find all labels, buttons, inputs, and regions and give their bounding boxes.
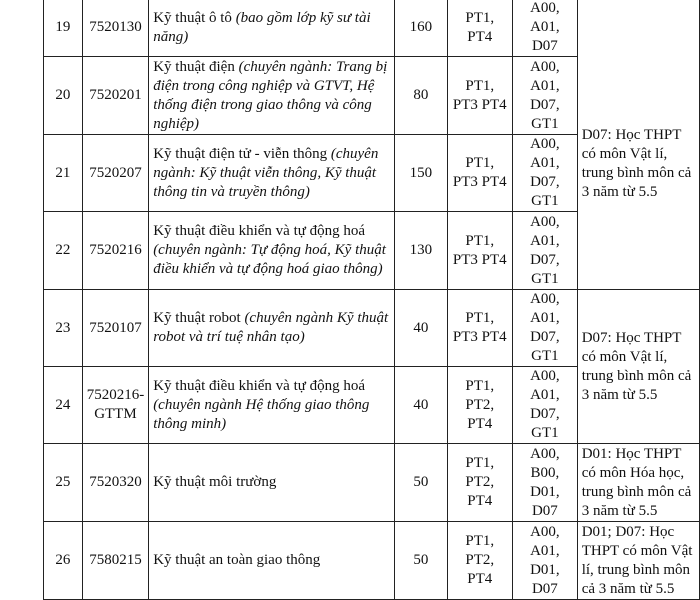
combo-cell: A00, A01, D07, GT1 [513, 212, 578, 290]
major-name-cell [149, 444, 395, 522]
quota-cell: 80 [395, 57, 447, 135]
stt-cell: 25 [44, 444, 83, 522]
major-name: Kỹ thuật robot [153, 310, 241, 326]
note-cell: D01; D07: Học THPT có môn Vật lí, trung bình môn cả 3 năm từ 5.5 [577, 522, 699, 600]
major-name: Kỹ thuật an toàn giao thông [153, 552, 321, 568]
combo-cell: A00, A01, D07, GT1 [513, 367, 578, 444]
admission-table [43, 0, 700, 600]
table-row [44, 522, 700, 600]
stt-cell: 26 [44, 522, 83, 600]
method-cell: PT1, PT2, PT4 [447, 444, 513, 522]
major-name-cell [149, 212, 395, 290]
major-note: (chuyên ngành Hệ thống giao thông thông minh) [153, 396, 370, 432]
combo-cell: A00, A01, D07, GT1 [513, 290, 578, 367]
code-cell: 7520216 [82, 212, 149, 290]
major-name-cell [149, 290, 395, 367]
note-cell: D07: Học THPT có môn Vật lí, trung bình môn cả 3 năm từ 5.5 [577, 290, 699, 444]
major-note: (chuyên ngành Kỹ thuật robot và trí tuệ nhân tạo) [153, 310, 389, 345]
major-name: Kỹ thuật ô tô [153, 9, 232, 26]
stt-cell: 22 [44, 212, 83, 290]
quota-cell: 50 [395, 522, 447, 600]
method-cell: PT1, PT2, PT4 [447, 522, 513, 600]
table-row [44, 0, 700, 57]
method-cell: PT1, PT3 PT4 [447, 212, 513, 290]
method-cell: PT1, PT3 PT4 [447, 290, 513, 367]
major-note: (chuyên ngành: Kỹ thuật viễn thông, Kỹ thuật thông tin và truyền thông) [153, 145, 379, 200]
code-cell: 7520201 [82, 57, 149, 135]
code-cell: 7520207 [82, 135, 149, 212]
major-name-cell [149, 135, 395, 212]
major-name: Kỹ thuật môi trường [153, 474, 277, 490]
quota-cell: 150 [395, 135, 447, 212]
code-cell: 7520130 [82, 0, 149, 57]
quota-cell: 50 [395, 444, 447, 522]
combo-cell: A00, A01, D07, GT1 [513, 135, 578, 212]
combo-cell: A00, A01, D07, GT1 [513, 57, 578, 135]
note-cell: D01: Học THPT có môn Hóa học, trung bình môn cả 3 năm từ 5.5 [577, 444, 699, 522]
stt-cell: 23 [44, 290, 83, 367]
note-cell: D07: Học THPT có môn Vật lí, trung bình môn cả 3 năm từ 5.5 [577, 0, 699, 290]
stt-cell: 20 [44, 57, 83, 135]
major-name: Kỹ thuật điện tử - viễn thông [153, 145, 328, 162]
major-note: (bao gồm lớp kỹ sư tài năng) [153, 9, 371, 45]
quota-cell: 40 [395, 367, 447, 444]
quota-cell: 160 [395, 0, 447, 57]
major-name-cell [149, 0, 395, 57]
quota-cell: 130 [395, 212, 447, 290]
major-name: Kỹ thuật điều khiển và tự động hoá [153, 377, 366, 394]
combo-cell: A00, B00, D01, D07 [513, 444, 578, 522]
major-name: Kỹ thuật điện [153, 58, 235, 75]
table-row [44, 444, 700, 522]
code-cell: 7520216-GTTM [82, 367, 149, 444]
code-cell: 7520107 [82, 290, 149, 367]
method-cell: PT1, PT3 PT4 [447, 135, 513, 212]
method-cell: PT1, PT3 PT4 [447, 57, 513, 135]
stt-cell: 24 [44, 367, 83, 444]
major-name-cell [149, 522, 395, 600]
code-cell: 7520320 [82, 444, 149, 522]
stt-cell: 19 [44, 0, 83, 57]
table-row [44, 290, 700, 367]
code-cell: 7580215 [82, 522, 149, 600]
major-name: Kỹ thuật điều khiển và tự động hoá [153, 223, 366, 239]
major-name-cell [149, 367, 395, 444]
major-note: (chuyên ngành: Trang bị điện trong công nghiệp và GTVT, Hệ thống điện trong giao thông và công nghiệp) [153, 58, 388, 132]
quota-cell: 40 [395, 290, 447, 367]
combo-cell: A00, A01, D07 [513, 0, 578, 57]
stt-cell: 21 [44, 135, 83, 212]
combo-cell: A00, A01, D01, D07 [513, 522, 578, 600]
method-cell: PT1, PT4 [447, 0, 513, 57]
major-name-cell [149, 57, 395, 135]
method-cell: PT1, PT2, PT4 [447, 367, 513, 444]
major-note: (chuyên ngành: Tự động hoá, Kỹ thuật điều khiển và tự động hoá giao thông) [153, 242, 386, 277]
